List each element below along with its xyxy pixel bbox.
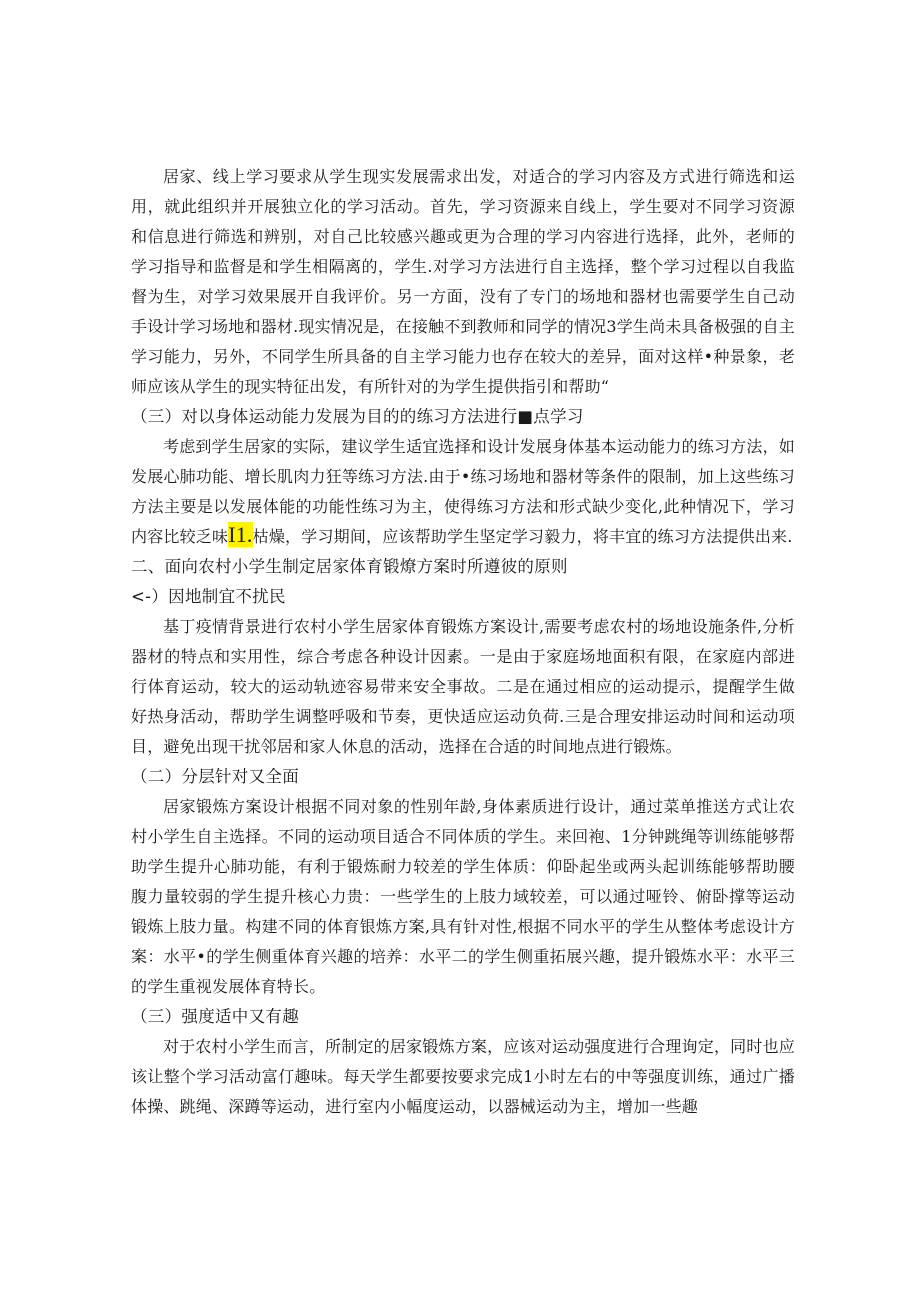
paragraph-layered-targeted: 居家锻炼方案设计根据不同对象的性别年龄,身体素质进行设计，通过菜单推送方式让农村小学生自主选择。不同的运动项目适合不同体质的学生。来回袍、1分钟跳绳等训练能够帮助学生提升心肺功能，有利于锻炼耐力较差的学生体质：仰卧起坐或两头起训练能够帮助腰腹力量较弱的学生提升核心力贵：一些学生的上肢力域较差，可以通过哑铃、俯卧撑等运动锻炼上肢力量。构建不同的体育银炼方案,具有针对性,根据不同水平的学生从整体考虑设计方案：水平•的学生侧重体育兴趣的培养：水平二的学生侧重拓展兴趣，提升锻炼水平：水平三的学生重视发展体育特长。 bbox=[131, 797, 795, 996]
paragraph-text-before-highlight: 考虑到学生居家的实际，建议学生适宜选择和设计发展身体基本运动能力的练习方法，如发展心肺功能、增长肌肉力狂等练习方法.由于•练习场地和器材等条件的限制，加上这些练习方法主要是以发展体能的功能性练习为主，使得练习方法和形式缺少变化,此种情况下，学习内容比较乏味 bbox=[131, 437, 795, 546]
chapter-heading-principles: 二、面向农村小学生制定居家体育锻燎方案时所遵彼的原则 bbox=[131, 557, 568, 576]
paragraph-moderate-intensity: 对于农村小学生而言，所制定的居家锻炼方案，应该对运动强度进行合理询定，同时也应该让整个学习活动富仃趣味。每天学生都要按要求完成1小时左右的中等强度训练，通过广播体操、跳绳、深蹲等运动，进行室内小幅度运动，以器械运动为主，增加一些趣 bbox=[131, 1037, 795, 1116]
paragraph-text-after-highlight: 枯燥，学习期间，应该帮助学生坚定学习毅力，将丰宜的练习方法提供出来. bbox=[252, 527, 793, 546]
document-body bbox=[131, 162, 795, 1122]
paragraph-practice-methods bbox=[131, 432, 795, 552]
highlighted-text: I1. bbox=[228, 522, 253, 547]
section-heading-layered-targeted: （二）分层针对又全面 bbox=[131, 767, 299, 786]
section-heading-local-conditions: <-）因地制宜不扰民 bbox=[131, 587, 286, 606]
section-heading-practice-methods: （三）对以身体运动能力发展为目的的练习方法进行■点学习 bbox=[131, 407, 584, 426]
paragraph-self-directed-learning: 居家、线上学习要求从学生现实发展需求出发，对适合的学习内容及方式进行筛选和运用，就此组织并开展独立化的学习活动。首先，学习资源来自线上，学生要对不同学习资源和信息进行筛选和辨别，对自己比较感兴趣或更为合理的学习内容进行选择，此外，老师的学习指导和监督是和学生相隔离的，学生.对学习方法进行自主选择，整个学习过程以自我监督为生，对学习效果展开自我评价。另一方面，没有了专门的场地和器材也需要学生自己动手设计学习场地和器材.现实情况是，在接触不到教师和同学的情况3学生尚未具备极强的自主学习能力，另外，不同学生所具备的自主学习能力也存在较大的差异，面对这样•种景象，老师应该从学生的现实特征出发，有所针对的为学生提供指引和帮助“ bbox=[131, 167, 795, 396]
section-heading-moderate-intensity: （三）强度适中又有趣 bbox=[131, 1007, 299, 1026]
paragraph-local-conditions: 基丁疫情背景进行农村小学生居家体育锻炼方案设计,需要考虑农村的场地设施条件,分析器材的特点和实用性，综合考虑各种设计因素。一是由于家庭场地面积有限，在家庭内部进行体育运动，较大的运动轨迹容易带来安全事故。二是在通过相应的运动提示，提醒学生做好热身活动，帮助学生调整呼吸和节奏，更快适应运动负荷.三是合理安排运动时间和运动项目，避免出现干扰邻居和家人休息的活动，选择在合适的时间地点进行锻炼。 bbox=[131, 617, 795, 756]
